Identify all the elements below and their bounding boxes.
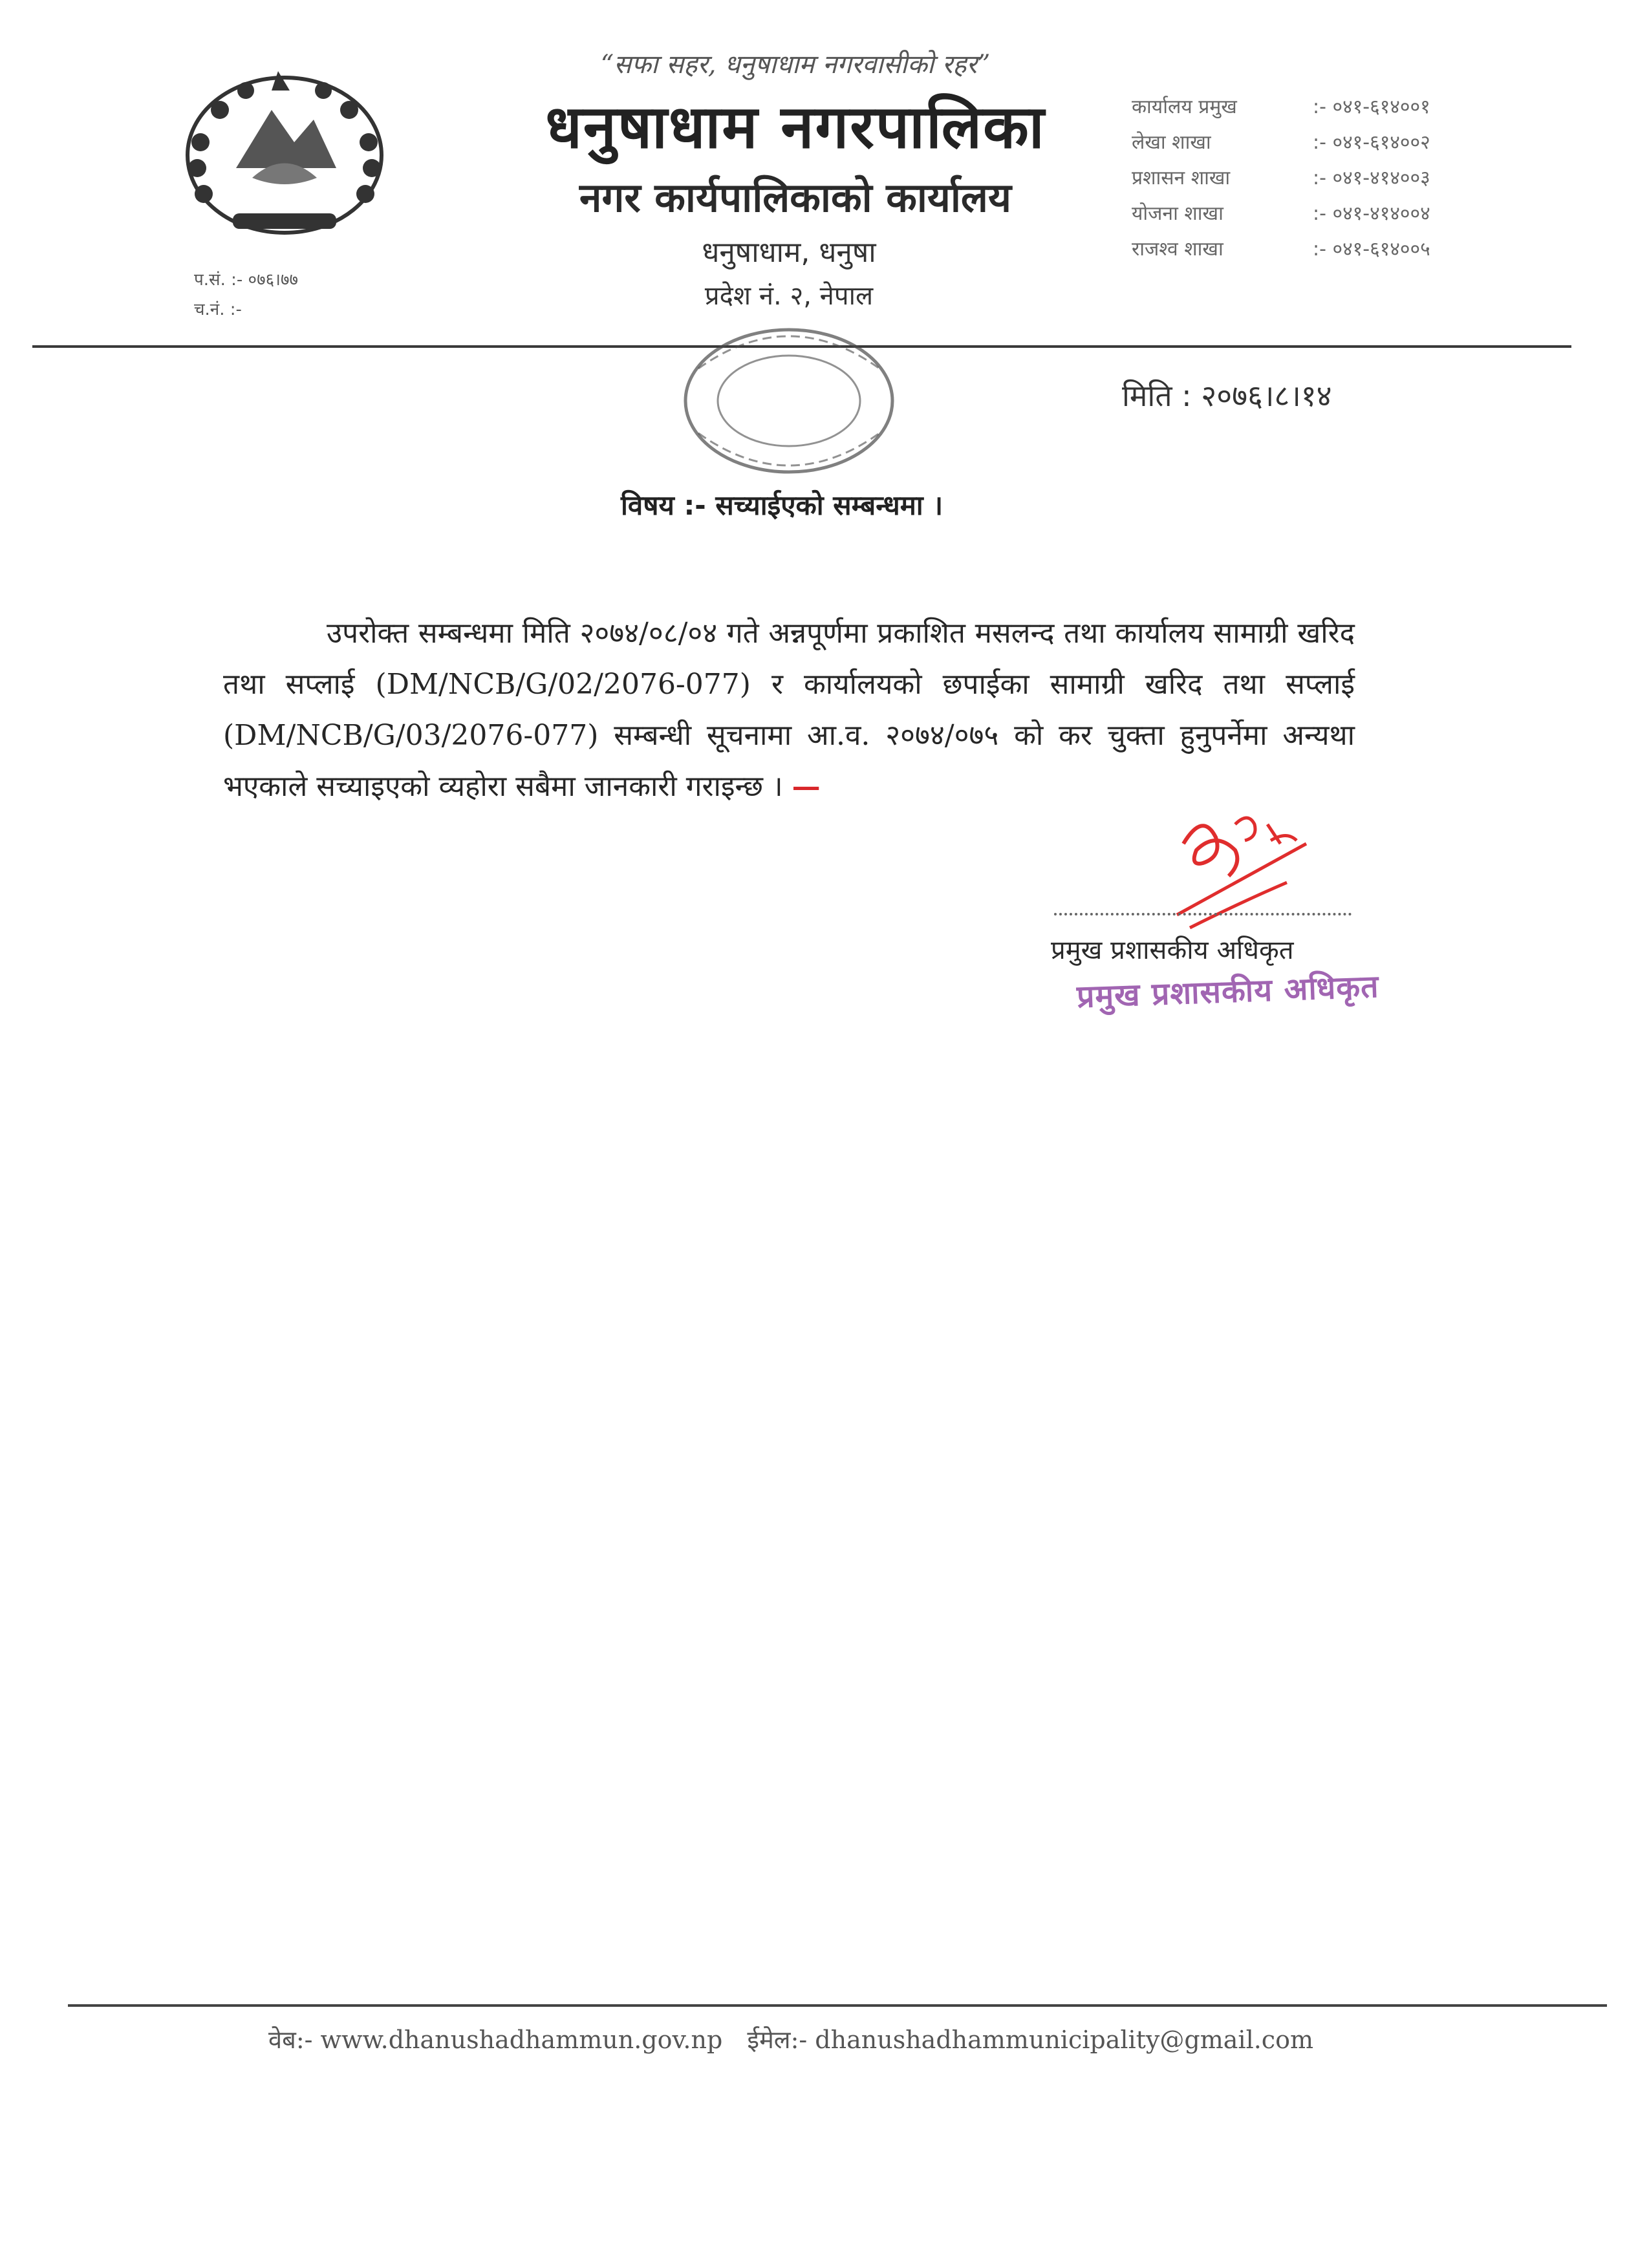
letter-body [223,608,1355,812]
contact-row [1132,231,1520,267]
dispatch-number: च.नं. :- [194,300,242,319]
letter-reference-number: प.सं. :- ०७६।७७ [194,270,298,290]
contact-label: लेखा शाखा [1132,131,1211,154]
organization-name: धनुषाधाम नगरपालिका [545,92,1046,162]
signatory-title: प्रमुख प्रशासकीय अधिकृत [1051,936,1294,965]
footer-divider [68,2004,1607,2007]
contact-row [1132,89,1520,125]
address-line-2: प्रदेश नं. २, नेपाल [704,281,874,311]
body-paragraph: उपरोक्त सम्बन्धमा मिति २०७४/०८/०४ गते अन्नपूर्णमा प्रकाशित मसलन्द तथा कार्यालय सामाग्री खरिद तथा सप्लाई (DM/NCB/G/02/2076-077) र कार्यालयको छपाईका सामाग्री खरिद तथा सप्लाई (DM/NCB/G/03/2076-077) सम्बन्धी सूचनामा आ.व. २०७४/०७५ को कर चुक्ता हुनुपर्नेमा अन्यथा भएकाले सच्याइएको व्यहोरा सबैमा जानकारी गराइन्छ । [223,617,1355,803]
contact-number: :- ०४१-४१४००३ [1313,167,1430,189]
end-mark: — [792,770,821,803]
contact-row [1132,196,1520,231]
office-name: नगर कार्यपालिकाको कार्यालय [579,174,1011,221]
contact-label: राजश्व शाखा [1132,238,1223,261]
letter-date: मिति : २०७६।८।१४ [1122,378,1332,413]
contact-number: :- ०४१-६१४००२ [1313,131,1430,154]
reference-numbers [194,265,298,325]
office-seal-icon [673,317,905,485]
contact-number: :- ०४१-६१४००५ [1313,238,1430,261]
contact-row [1132,125,1520,160]
government-emblem-icon [175,65,394,252]
contact-label: कार्यालय प्रमुख [1132,96,1237,118]
footer-website: वेब:- www.dhanushadhammun.gov.np [268,2026,723,2054]
signature-line [1054,913,1352,915]
signatory-stamp: प्रमुख प्रशासकीय अधिकृत [1076,968,1380,1016]
contact-list [1132,89,1520,267]
slogan: “सफा सहर, धनुषाधाम नगरवासीको रहर” [600,50,991,80]
contact-label: योजना शाखा [1132,202,1223,225]
contact-label: प्रशासन शाखा [1132,167,1231,189]
contact-number: :- ०४१-६१४००१ [1313,96,1430,118]
contact-row [1132,160,1520,196]
address-line-1: धनुषाधाम, धनुषा [702,236,876,269]
footer-email: ईमेल:- dhanushadhammunicipality@gmail.com [747,2026,1313,2054]
letter-subject: विषय :- सच्याईएको सम्बन्धमा । [621,489,943,521]
footer [268,2022,1330,2056]
contact-number: :- ०४१-४१४००४ [1313,202,1430,225]
